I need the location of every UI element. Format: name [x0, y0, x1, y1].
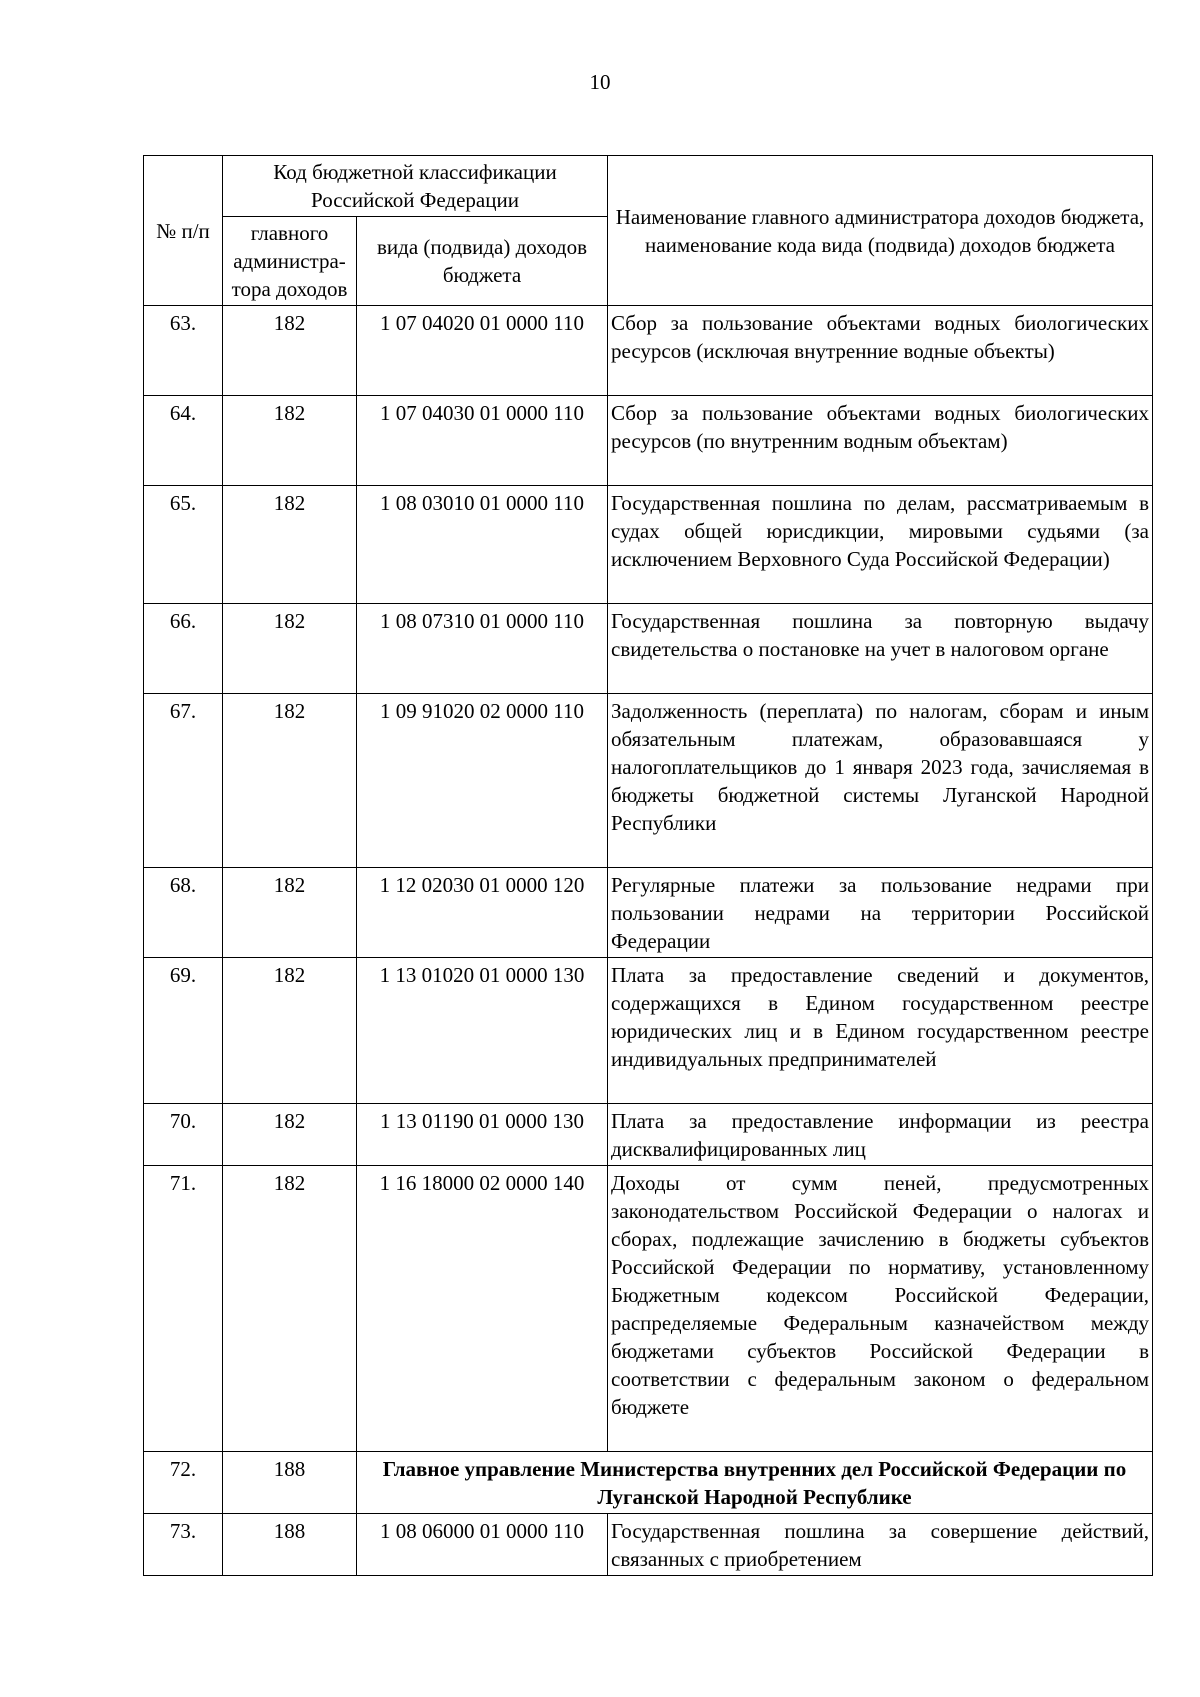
table-row: [144, 1166, 1153, 1452]
row-income-name: Сбор за пользование объектами водных биологических ресурсов (исключая внутренние водные объекты): [608, 306, 1153, 396]
table-row: [144, 694, 1153, 868]
row-admin-code: 188: [223, 1452, 357, 1514]
row-admin-code: 182: [223, 486, 357, 604]
row-number: 73.: [144, 1514, 223, 1576]
row-income-name: Государственная пошлина за повторную выдачу свидетельства о постановке на учет в налоговом органе: [608, 604, 1153, 694]
row-income-name: Доходы от сумм пеней, предусмотренных законодательством Российской Федерации о налогах и сборах, подлежащие зачислению в бюджеты субъектов Российской Федерации по нормативу, установленному Бюджетным кодексом Российской Федерации, распределяемые Федеральным казначейством между бюджетами субъектов Российской Федерации в соответствии с федеральным законом о федеральном бюджете: [608, 1166, 1153, 1452]
header-number: № п/п: [144, 156, 223, 306]
row-admin-code: 182: [223, 604, 357, 694]
section-heading: Главное управление Министерства внутренних дел Российской Федерации по Луганской Народной Республике: [357, 1452, 1153, 1514]
budget-classification-table: [143, 155, 1153, 1576]
row-income-name: Сбор за пользование объектами водных биологических ресурсов (по внутренним водным объектам): [608, 396, 1153, 486]
row-income-code: 1 12 02030 01 0000 120: [357, 868, 608, 958]
row-admin-code: 182: [223, 868, 357, 958]
table-row: [144, 306, 1153, 396]
row-admin-code: 182: [223, 306, 357, 396]
row-number: 72.: [144, 1452, 223, 1514]
row-income-name: Государственная пошлина за совершение действий, связанных с приобретением: [608, 1514, 1153, 1576]
row-number: 63.: [144, 306, 223, 396]
row-income-code: 1 16 18000 02 0000 140: [357, 1166, 608, 1452]
row-admin-code: 182: [223, 958, 357, 1104]
row-admin-code: 182: [223, 694, 357, 868]
row-number: 68.: [144, 868, 223, 958]
row-admin-code: 182: [223, 1166, 357, 1452]
row-income-name: Регулярные платежи за пользование недрами при пользовании недрами на территории Российской Федерации: [608, 868, 1153, 958]
row-number: 65.: [144, 486, 223, 604]
table-row: [144, 1104, 1153, 1166]
header-code-group: Код бюджетной классификации Российской Федерации: [223, 156, 608, 217]
row-admin-code: 182: [223, 1104, 357, 1166]
row-income-name: Государственная пошлина по делам, рассматриваемым в судах общей юрисдикции, мировыми судьями (за исключением Верховного Суда Российской Федерации): [608, 486, 1153, 604]
row-admin-code: 188: [223, 1514, 357, 1576]
row-income-name: Плата за предоставление информации из реестра дисквалифицированных лиц: [608, 1104, 1153, 1166]
row-number: 69.: [144, 958, 223, 1104]
row-income-code: 1 09 91020 02 0000 110: [357, 694, 608, 868]
row-income-code: 1 08 07310 01 0000 110: [357, 604, 608, 694]
row-income-code: 1 13 01190 01 0000 130: [357, 1104, 608, 1166]
row-income-code: 1 13 01020 01 0000 130: [357, 958, 608, 1104]
header-admin: главного администра-тора доходов: [223, 217, 357, 306]
table-row: [144, 486, 1153, 604]
table-row: [144, 1514, 1153, 1576]
row-income-code: 1 07 04020 01 0000 110: [357, 306, 608, 396]
row-income-name: Задолженность (переплата) по налогам, сборам и иным обязательным платежам, образовавшаяся у налогоплательщиков до 1 января 2023 года, зачисляемая в бюджеты бюджетной системы Луганской Народной Республики: [608, 694, 1153, 868]
row-income-code: 1 08 06000 01 0000 110: [357, 1514, 608, 1576]
row-income-code: 1 08 03010 01 0000 110: [357, 486, 608, 604]
header-name: Наименование главного администратора доходов бюджета, наименование кода вида (подвида) доходов бюджета: [608, 156, 1153, 306]
table-row: [144, 604, 1153, 694]
row-number: 64.: [144, 396, 223, 486]
table-row: [144, 396, 1153, 486]
row-income-name: Плата за предоставление сведений и документов, содержащихся в Едином государственном реестре юридических лиц и в Едином государственном реестре индивидуальных предпринимателей: [608, 958, 1153, 1104]
table-row: [144, 958, 1153, 1104]
row-income-code: 1 07 04030 01 0000 110: [357, 396, 608, 486]
row-number: 71.: [144, 1166, 223, 1452]
row-number: 70.: [144, 1104, 223, 1166]
section-row: [144, 1452, 1153, 1514]
header-code: вида (подвида) доходов бюджета: [357, 217, 608, 306]
row-admin-code: 182: [223, 396, 357, 486]
row-number: 66.: [144, 604, 223, 694]
row-number: 67.: [144, 694, 223, 868]
table-row: [144, 868, 1153, 958]
page-number: 10: [589, 70, 611, 94]
